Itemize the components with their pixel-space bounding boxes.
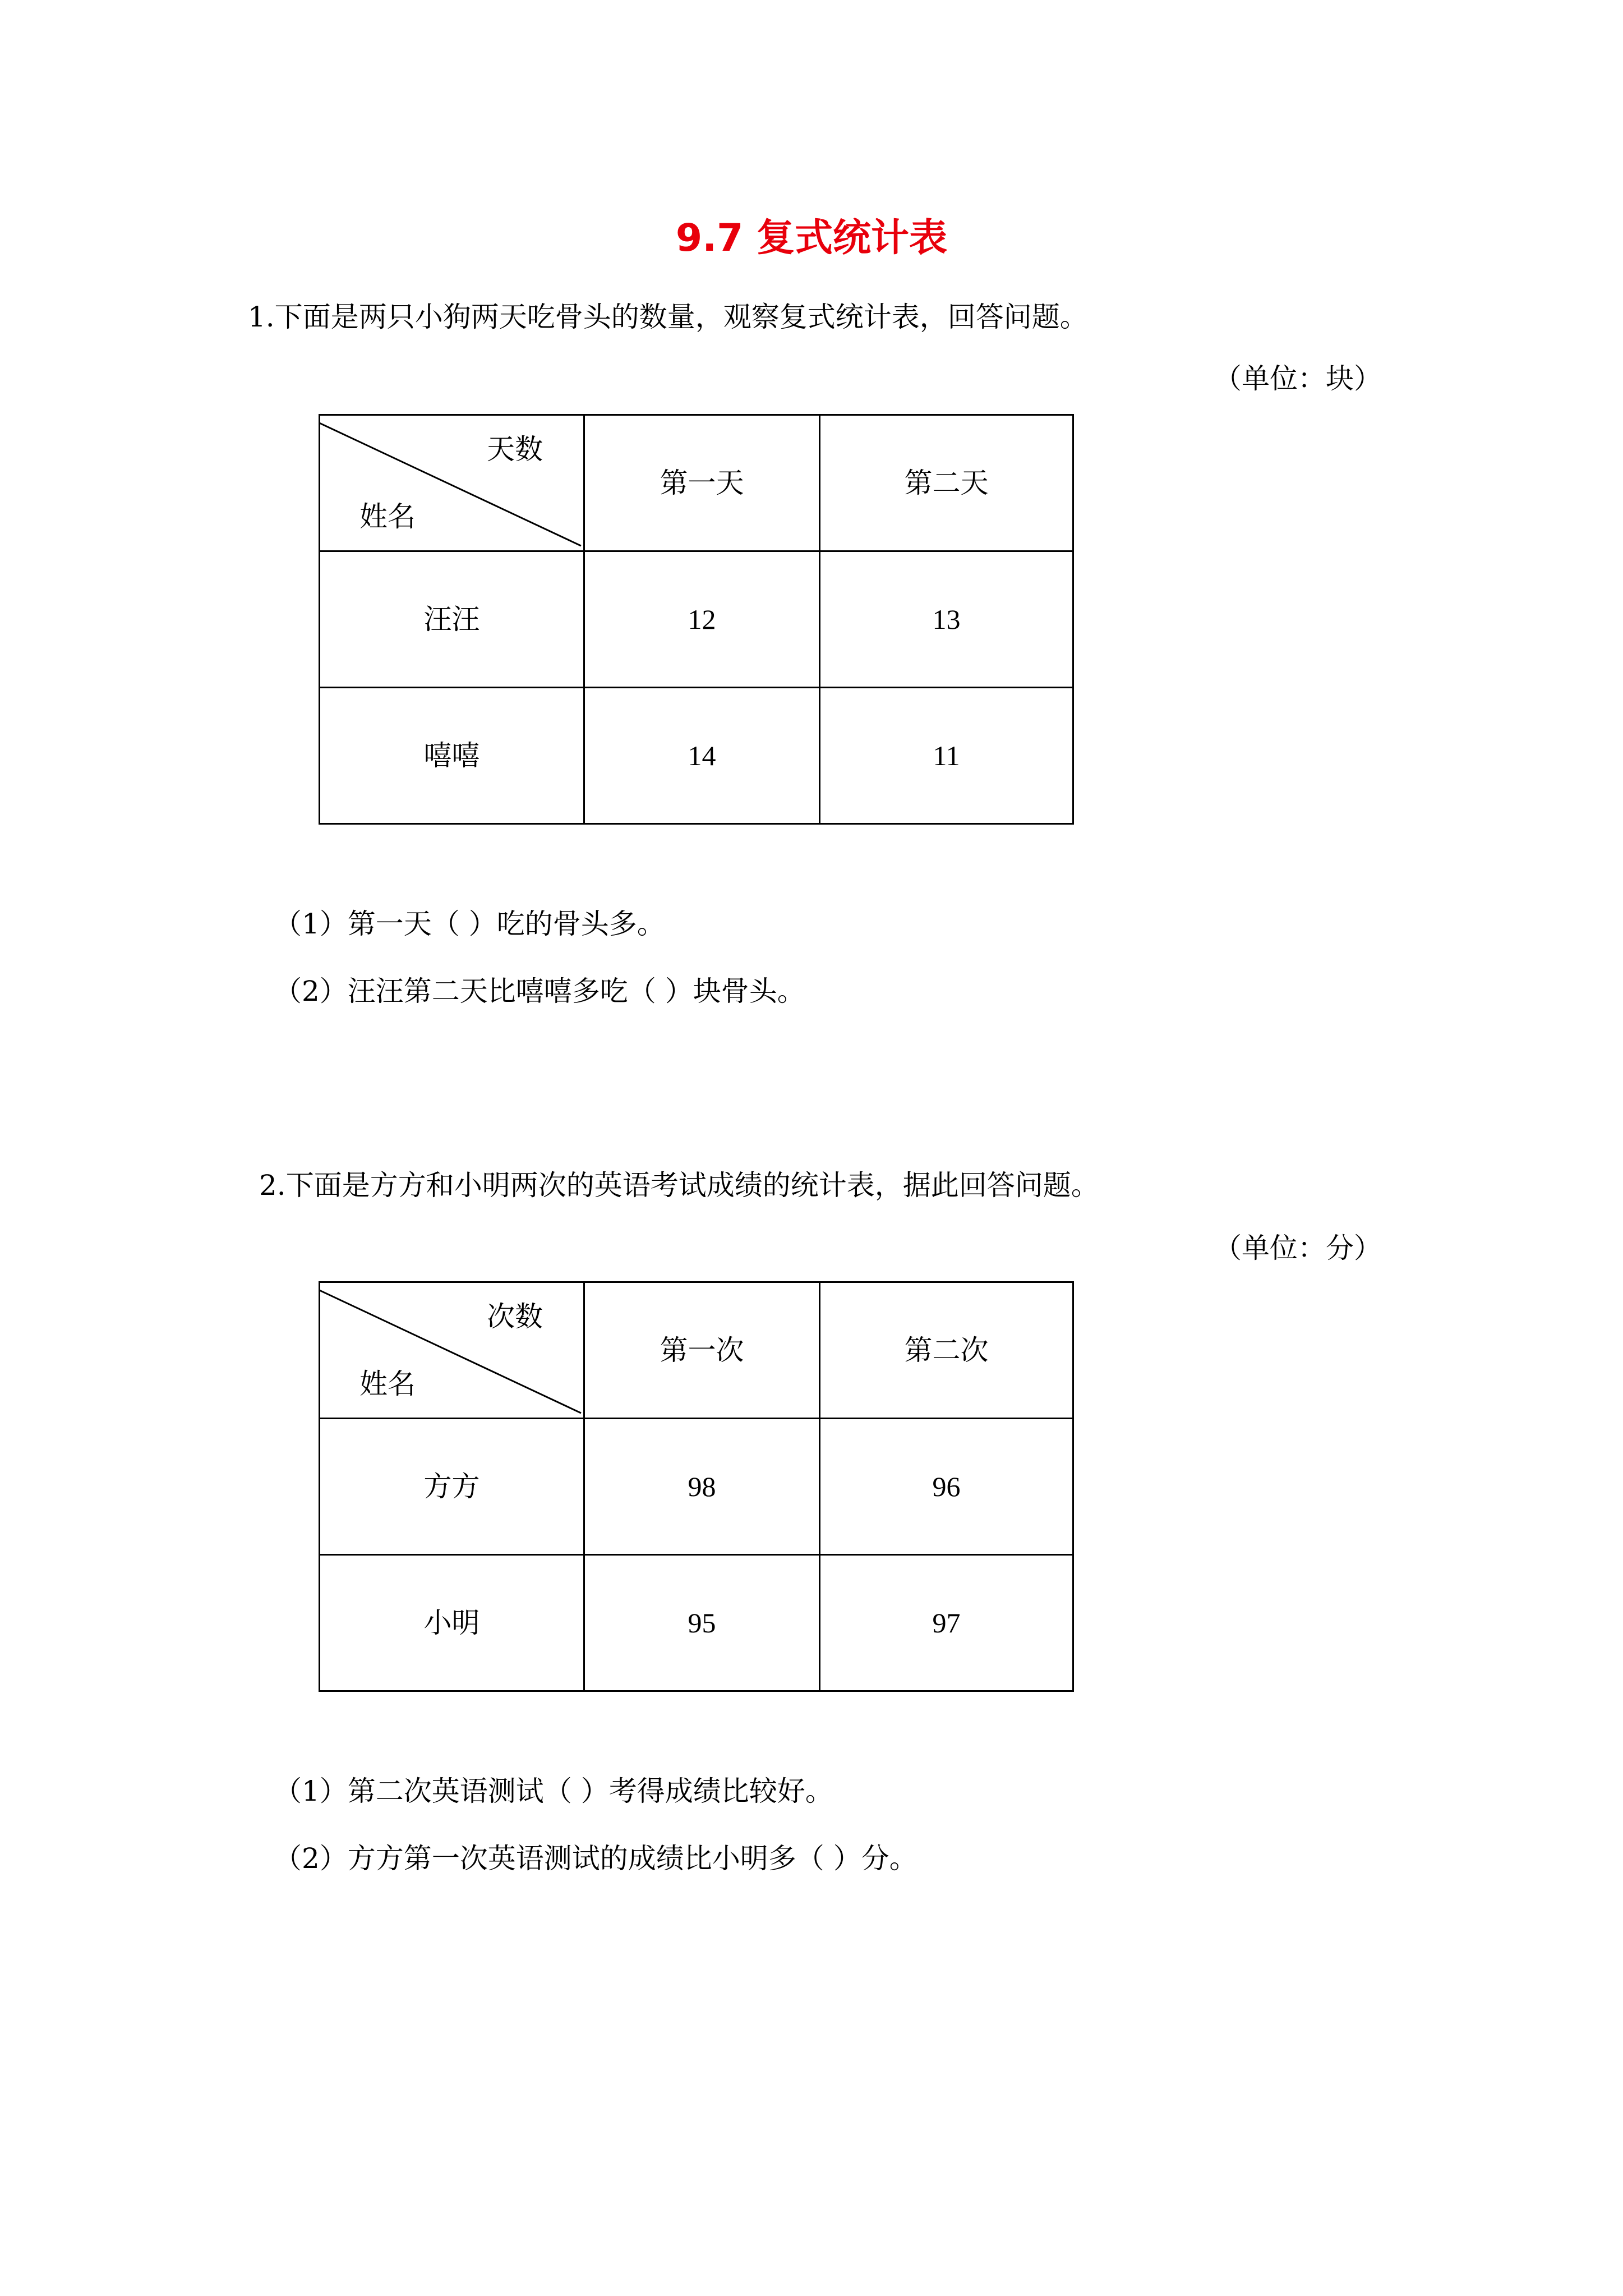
table-row: [320, 1419, 1073, 1555]
question-1-text: 1.下面是两只小狗两天吃骨头的数量，观察复式统计表，回答问题。: [248, 301, 1088, 333]
row-name-cell: 嘻嘻: [320, 688, 584, 824]
column-header: 第一次: [584, 1282, 820, 1419]
value-cell: 95: [584, 1555, 820, 1691]
table-row: [320, 1555, 1073, 1691]
table-header-row: [320, 415, 1073, 551]
row-name-cell: 汪汪: [320, 551, 584, 688]
value-cell: 14: [584, 688, 820, 824]
table-row: [320, 551, 1073, 688]
diagonal-header-cell: [320, 1282, 584, 1419]
question-1-table: [319, 414, 1074, 825]
question-2-table: [319, 1281, 1074, 1692]
value-cell: 98: [584, 1419, 820, 1555]
question-2-text: 2.下面是方方和小明两次的英语考试成绩的统计表，据此回答问题。: [259, 1169, 1099, 1202]
column-header: 第二天: [820, 415, 1073, 551]
value-cell: 11: [820, 688, 1073, 824]
column-header: 第一天: [584, 415, 820, 551]
diagonal-header-cell: [320, 415, 584, 551]
question-1-sub-2: （2）汪汪第二天比嘻嘻多吃（ ）块骨头。: [274, 975, 805, 1007]
header-bottom-label: 姓名: [359, 500, 416, 533]
value-cell: 13: [820, 551, 1073, 688]
table-header-row: [320, 1282, 1073, 1419]
question-1-unit: （单位：块）: [1214, 362, 1382, 395]
question-2-sub-1: （1）第二次英语测试（ ）考得成绩比较好。: [274, 1775, 833, 1807]
question-2-sub-2: （2）方方第一次英语测试的成绩比小明多（ ）分。: [274, 1842, 917, 1875]
header-top-label: 天数: [487, 433, 543, 466]
question-2-unit: （单位：分）: [1214, 1232, 1382, 1264]
value-cell: 96: [820, 1419, 1073, 1555]
value-cell: 12: [584, 551, 820, 688]
column-header: 第二次: [820, 1282, 1073, 1419]
row-name-cell: 方方: [320, 1419, 584, 1555]
row-name-cell: 小明: [320, 1555, 584, 1691]
table-row: [320, 688, 1073, 824]
page-title: 9.7 复式统计表: [675, 216, 948, 260]
header-top-label: 次数: [487, 1300, 543, 1333]
header-bottom-label: 姓名: [359, 1368, 416, 1400]
question-1-sub-1: （1）第一天（ ）吃的骨头多。: [274, 908, 665, 940]
value-cell: 97: [820, 1555, 1073, 1691]
